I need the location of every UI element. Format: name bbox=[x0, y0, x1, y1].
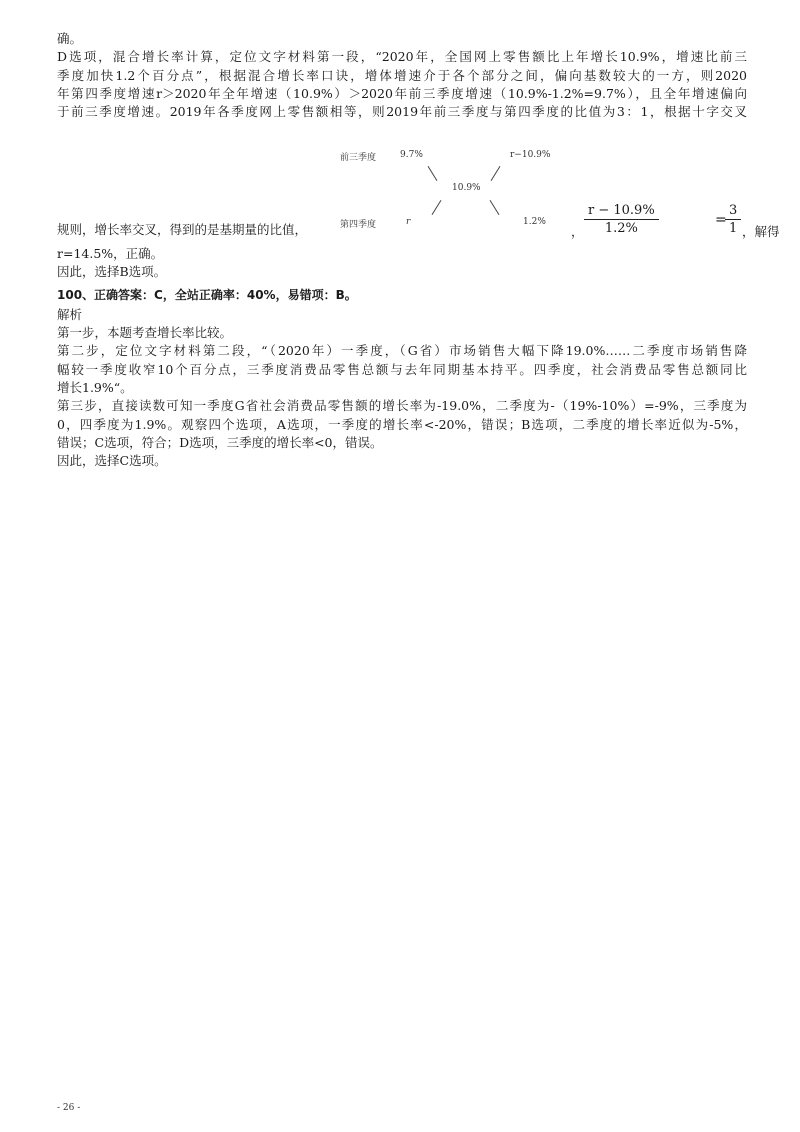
cross-line bbox=[428, 166, 438, 181]
text-line: r=14.5%，正确。 bbox=[57, 246, 164, 261]
fraction-right bbox=[725, 202, 741, 237]
analysis-label: 解析 bbox=[57, 306, 83, 322]
conclusion-line: 因此，选择B选项。 bbox=[57, 264, 167, 280]
equals-sign: = bbox=[715, 212, 727, 228]
question-100-explanation bbox=[57, 245, 747, 471]
page-number: - 26 - bbox=[57, 1103, 81, 1113]
q4-label: 第四季度 bbox=[340, 220, 377, 230]
step-line: 增长1.9%“。 bbox=[57, 380, 133, 396]
step-line: 第三步，直接读数可知一季度G省社会消费品零售额的增长率为-19.0%，二季度为-（19%-10%）=-9%，三季度为 bbox=[57, 398, 747, 414]
text-line: 于前三季度增速。2019年各季度网上零售额相等，则2019年前三季度与第四季度的比值为3：1，根据十字交叉 bbox=[57, 104, 747, 120]
comma: ， bbox=[571, 224, 584, 239]
step-line: 0，四季度为1.9%。观察四个选项，A选项，一季度的增长率<-20%，错误；B选项，二季度的增长率近似为-5%， bbox=[57, 416, 747, 432]
cross-line bbox=[491, 166, 501, 181]
bottom-right-difference: 1.2% bbox=[523, 217, 546, 227]
text-line: ，解得 bbox=[742, 224, 780, 239]
fraction-denominator: 1.2% bbox=[604, 221, 638, 236]
text-line: 确。 bbox=[57, 31, 83, 46]
formula-line bbox=[57, 202, 780, 242]
question-heading: 100、正确答案：C，全站正确率：40%，易错项：B。 bbox=[57, 287, 357, 302]
fraction-left bbox=[584, 202, 659, 237]
q4-value: r bbox=[406, 217, 411, 227]
text-line: 季度加快1.2个百分点”，根据混合增长率口诀，增体增速介于各个部分之间，偏向基数较大的一方，则2020 bbox=[57, 67, 747, 83]
step-line: 幅较一季度收窄10个百分点，三季度消费品零售总额与去年同期基本持平。四季度，社会消费品零售总额同比 bbox=[57, 361, 747, 377]
q3-value: 9.7% bbox=[400, 150, 423, 160]
answer-explanation-text bbox=[57, 30, 747, 121]
text-line: 年第四季度增速r＞2020年全年增速（10.9%）＞2020年前三季度增速（10.9%-1.2%=9.7%），且全年增速偏向 bbox=[57, 85, 747, 101]
q3-label: 前三季度 bbox=[340, 153, 377, 163]
text-line: D选项，混合增长率计算，定位文字材料第一段，“2020年，全国网上零售额比上年增长10.9%，增速比前三 bbox=[57, 49, 747, 65]
step-line: 第二步，定位文字材料第二段，“（2020年）一季度，（G省）市场销售大幅下降19.0%……二季度市场销售降 bbox=[57, 343, 747, 359]
conclusion-line: 因此，选择C选项。 bbox=[57, 453, 167, 469]
fraction-numerator: r − 10.9% bbox=[584, 202, 659, 220]
text-line: 规则，增长率交叉，得到的是基期量的比值， bbox=[57, 222, 308, 237]
fraction-numerator: 3 bbox=[725, 202, 741, 220]
step-line: 错误；C选项，符合；D选项，三季度的增长率<0，错误。 bbox=[57, 434, 383, 450]
step-line: 第一步，本题考查增长率比较。 bbox=[57, 325, 233, 341]
fraction-denominator: 1 bbox=[729, 221, 738, 236]
top-right-difference: r−10.9% bbox=[510, 150, 551, 160]
center-value: 10.9% bbox=[452, 183, 481, 193]
